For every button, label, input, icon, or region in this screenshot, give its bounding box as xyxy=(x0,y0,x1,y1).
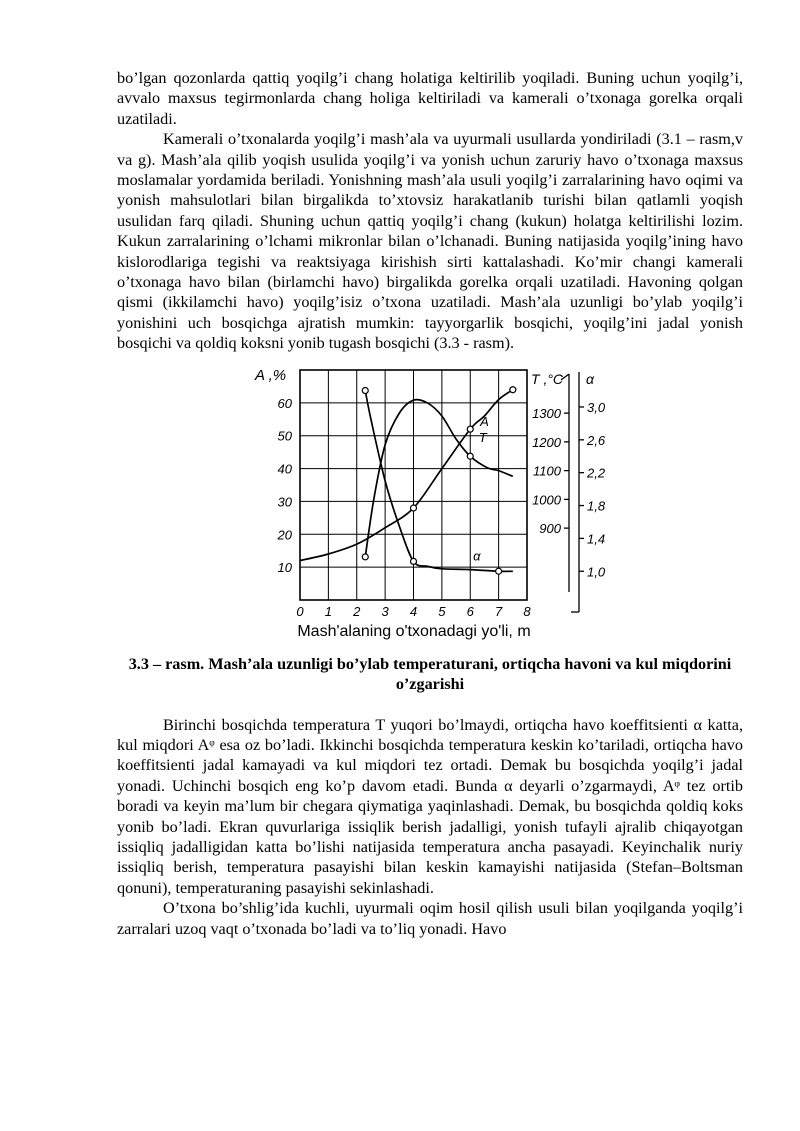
T-tick-label: 900 xyxy=(539,520,561,536)
paragraph-4: O’txona bo’shlig’ida kuchli, uyurmali oqim hosil qilish usuli bilan yoqilganda yoqilg’i zarralari uzoq vaqt o’txonada bo’ladi va to’liq yonadi. Havo xyxy=(117,899,743,938)
alpha-tick-label: 1,4 xyxy=(587,531,606,547)
x-tick-label: 6 xyxy=(466,603,474,619)
x-axis-label: Mash'alaning o'txonadagi yo'li, m xyxy=(297,622,531,640)
series-line-alpha xyxy=(365,390,513,571)
data-point xyxy=(467,426,473,432)
x-tick-label: 2 xyxy=(353,603,361,619)
data-point xyxy=(411,505,417,511)
data-point xyxy=(362,554,368,560)
T-tick-label: 1200 xyxy=(532,434,561,450)
alpha-tick-label: 3,0 xyxy=(587,399,606,415)
y-tick-label: 10 xyxy=(277,559,292,575)
curve-label-alpha: α xyxy=(473,548,481,564)
data-point xyxy=(467,453,473,459)
T-tick-label: 1000 xyxy=(532,492,561,508)
data-point xyxy=(496,568,502,574)
T-tick-label: 1300 xyxy=(532,405,561,421)
y-tick-label: 40 xyxy=(277,461,292,477)
curve-label-A: A xyxy=(480,413,489,429)
document-page xyxy=(117,68,743,939)
data-point xyxy=(362,387,368,393)
alpha-axis-label: α xyxy=(586,370,594,387)
alpha-tick-label: 1,8 xyxy=(587,498,606,514)
T-axis-label: T ,°C xyxy=(531,370,564,387)
figure-3-3 xyxy=(117,362,743,652)
paragraph-1: bo’lgan qozonlarda qattiq yoqilg’i chang holatiga keltirilib yoqiladi. Buning uchun yoqilg’i, avvalo maxsus tegirmonlarda chang holiga keltiriladi va kamerali o’txonaga gorelka orqali uzatiladi. xyxy=(117,69,743,128)
paragraph-3: Birinchi bosqichda temperatura T yuqori bo’lmaydi, ortiqcha havo koeffitsienti α katta, kul miqdori Aᵠ esa oz bo’ladi. Ikkinchi bosqichda temperatura keskin ko’tariladi, ortiqcha havo koeffitsienti jadal kamayadi va kul miqdori tez ortadi. Demak bu bosqichda yoqilg’i jadal yonadi. Uchinchi bosqich eng ko’p davom etadi. Bunda α deyarli o’zgarmaydi, Aᵠ tez ortib boradi va keyin ma’lum bir chegara qiymatiga yaqinlashadi. Demak, bu bosqichda qoldiq koks yonib bo’ladi. Ekran quvurlariga issiqlik berish jadalligi, yonish tufayli ajralib chiqayotgan issiqliq jadalligidan katta bo’lishi natijasida temperatura ancha pasayadi. Keyinchalik nuriy issiqliq berish, temperatura pasayishi bilan keskin kamayishi natijasida (Stefan–Boltsman qonuni), temperaturaning pasayishi sekinlashadi. xyxy=(117,715,743,897)
x-tick-label: 3 xyxy=(381,603,389,619)
alpha-tick-label: 2,6 xyxy=(587,432,606,448)
y-tick-label: 50 xyxy=(277,428,292,444)
curve-label-T: T xyxy=(478,429,487,445)
y-tick-label: 30 xyxy=(277,494,292,510)
x-tick-label: 5 xyxy=(438,603,446,619)
x-tick-label: 7 xyxy=(495,603,503,619)
alpha-tick-label: 1,0 xyxy=(587,563,606,579)
chart-svg xyxy=(117,362,743,652)
data-point xyxy=(411,558,417,564)
alpha-tick-label: 2,2 xyxy=(587,465,606,481)
figure-caption: 3.3 – rasm. Mash’ala uzunligi bo’ylab temperaturani, ortiqcha havoni va kul miqdorini o’zgarishi xyxy=(128,654,732,694)
series-line-T xyxy=(365,399,513,556)
left-axis-label: A ,% xyxy=(255,366,287,384)
paragraph-2: Kamerali o’txonalarda yoqilg’i mash’ala va uyurmali usullarda yondiriladi (3.1 – rasm,v va g). Mash’ala qilib yoqish usulida yoqilg’i va yonish uchun zaruriy havo o’txonaga maxsus moslamalar yordamida beriladi. Yonishning mash’ala usuli yoqilg’i zarralarining havo oqimi va yonish mahsulotlari bilan birgalikda to’xtovsiz harakatlanib turishi bilan qatlamli yoqish usulidan farq qiladi. Shuning uchun qattiq yoqilg’i chang (kukun) holatga keltirilishi lozim. Kukun zarralarining o’lchami mikronlar bilan o’lchanadi. Buning natijasida yoqilg’ining havo kislorodlariga tegishi va reaktsiyaga kirishish sirti kattalashadi. Ko’mir changi kamerali o’txonaga havo bilan (birlamchi havo) birgalikda gorelka orqali uzatiladi. Havoning qolgan qismi (ikkilamchi havo) yoqilg’isiz o’txona uzatiladi. Mash’ala uzunligi bo’ylab yoqilg’i yonishini uch bosqichga ajratish mumkin: tayyorgarlik bosqichi, yoqilg’ini jadal yonish bosqichi va qoldiq koksni yonib tugash bosqichi (3.3 - rasm). xyxy=(117,130,743,353)
y-tick-label: 60 xyxy=(277,395,292,411)
T-tick-label: 1100 xyxy=(533,463,561,479)
data-point xyxy=(510,386,516,392)
x-tick-label: 4 xyxy=(409,603,418,619)
x-tick-label: 1 xyxy=(324,603,332,619)
x-tick-label: 0 xyxy=(296,603,304,619)
y-tick-label: 20 xyxy=(277,526,292,542)
x-tick-label: 8 xyxy=(523,603,531,619)
